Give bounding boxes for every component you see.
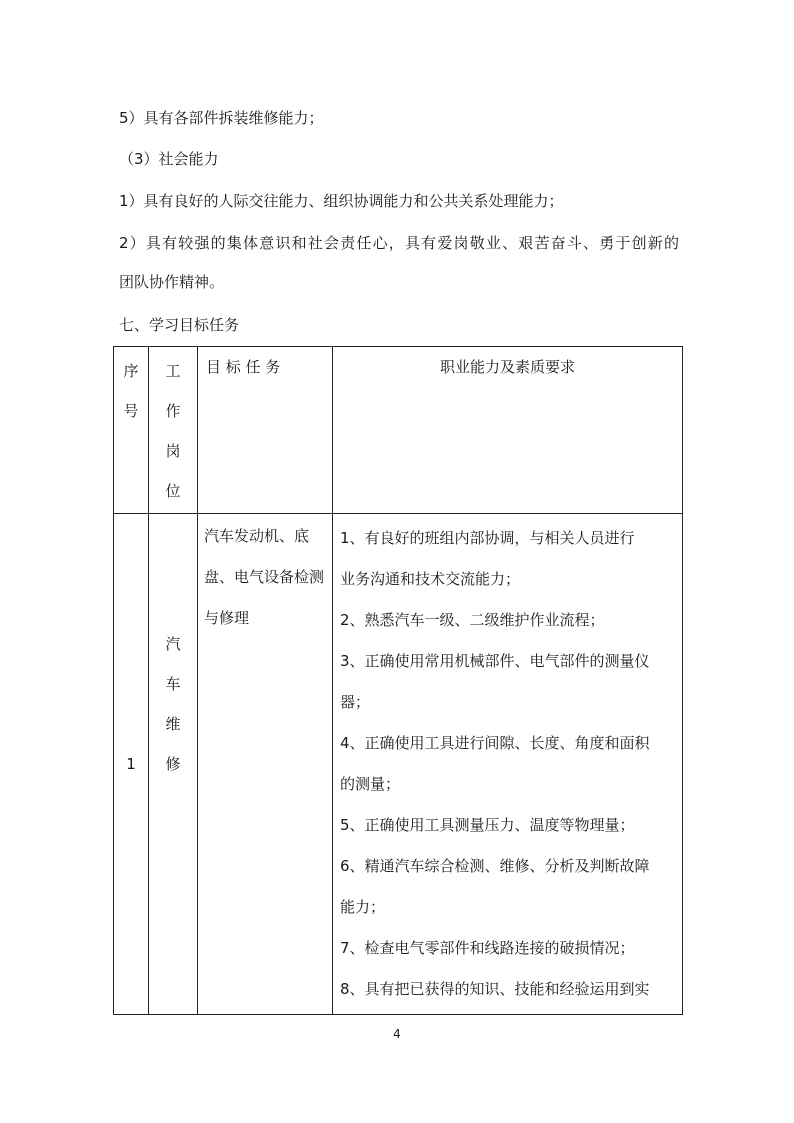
table-header-row: [114, 347, 683, 514]
section-title: 七、学习目标任务: [119, 316, 240, 334]
requirement-line: 5、正确使用工具测量压力、温度等物理量；: [340, 816, 635, 834]
requirement-line: 7、检查电气零部件和线路连接的破损情况；: [340, 939, 635, 957]
page-number: 4: [393, 1027, 401, 1041]
paragraph-1: 1）具有良好的人际交往能力、组织协调能力和公共关系处理能力；: [119, 192, 564, 210]
post-char: 维: [165, 715, 181, 733]
requirement-line: 8、具有把已获得的知识、技能和经验运用到实: [340, 980, 650, 998]
requirement-line: 的测量；: [340, 775, 401, 793]
requirement-line: 6、精通汽车综合检测、维修、分析及判断故障: [340, 857, 650, 875]
task-line: 与修理: [204, 609, 250, 627]
header-requirements: [333, 347, 683, 514]
header-task-label: 目 标 任 务: [206, 358, 281, 376]
row-requirements-cell: [333, 514, 683, 1015]
requirement-line: 2、熟悉汽车一级、二级维护作业流程；: [340, 611, 605, 629]
requirement-line: 4、正确使用工具进行间隙、长度、角度和面积: [340, 734, 650, 752]
row-seq-cell: [114, 514, 149, 1015]
table-row: [114, 514, 683, 1015]
requirement-line: 器；: [340, 693, 371, 711]
header-task: [198, 347, 333, 514]
learning-goals-table: [113, 346, 683, 1015]
row-post-cell: [149, 514, 198, 1015]
paragraph-2: 2）具有较强的集体意识和社会责任心，具有爱岗敬业、艰苦奋斗、勇于创新的: [119, 234, 679, 252]
row-seq: 1: [126, 755, 136, 773]
post-char: 汽: [165, 635, 181, 653]
row-task-cell: [198, 514, 333, 1015]
requirement-line: 能力；: [340, 898, 386, 916]
task-line: 汽车发动机、底: [204, 527, 310, 545]
header-char: 序: [123, 362, 139, 380]
header-requirements-label: 职业能力及素质要求: [439, 358, 575, 376]
paragraph-social-ability: （3）社会能力: [119, 150, 219, 168]
header-char: 位: [165, 482, 181, 500]
header-seq: [114, 347, 149, 514]
requirement-line: 1、有良好的班组内部协调，与相关人员进行: [340, 529, 635, 547]
requirement-line: 业务沟通和技术交流能力；: [340, 570, 521, 588]
header-char: 岗: [165, 442, 181, 460]
header-post: [149, 347, 198, 514]
requirement-line: 3、正确使用常用机械部件、电气部件的测量仪: [340, 652, 650, 670]
post-char: 车: [165, 675, 181, 693]
paragraph-5: 5）具有各部件拆装维修能力；: [119, 109, 324, 127]
task-line: 盘、电气设备检测: [204, 568, 325, 586]
post-char: 修: [165, 755, 181, 773]
header-char: 作: [165, 402, 181, 420]
header-char: 号: [123, 402, 139, 420]
paragraph-2-continued: 团队协作精神。: [119, 273, 225, 291]
header-char: 工: [165, 362, 181, 380]
